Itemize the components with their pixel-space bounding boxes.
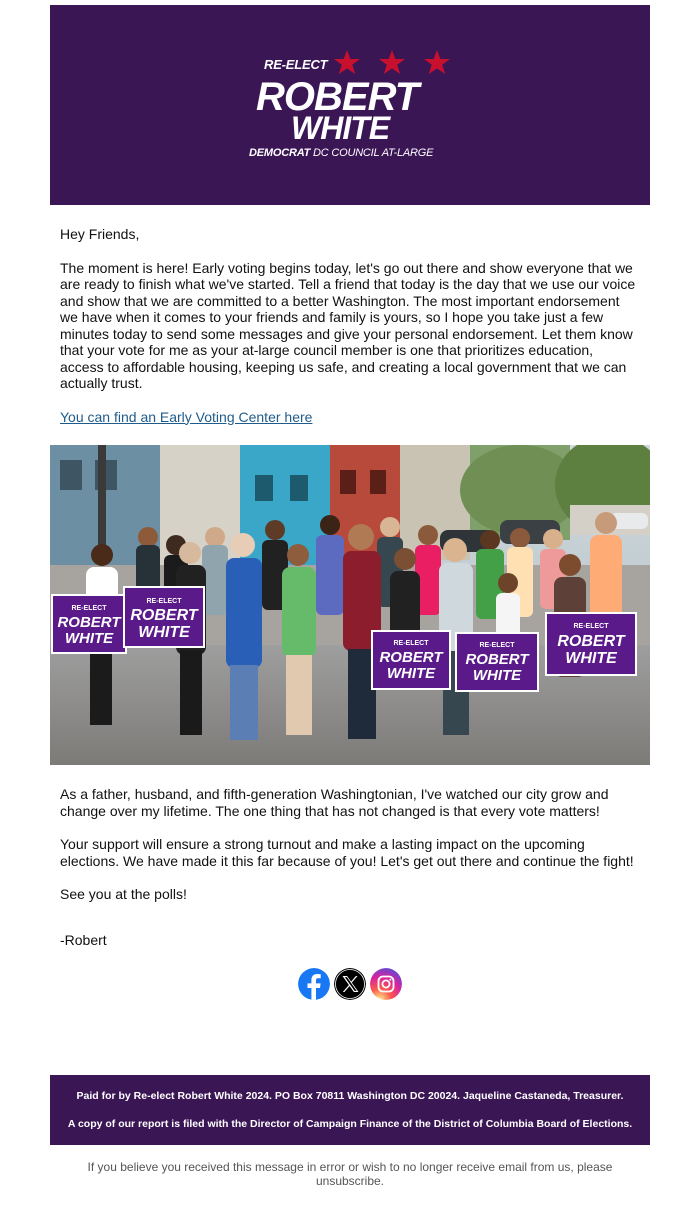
logo-stars-icon [333,49,453,77]
star-icon [379,50,405,74]
logo-party: DEMOCRAT [249,147,311,159]
greeting-text: Hey Friends, [60,226,140,242]
sign-white-text: WHITE [472,667,522,684]
logo-name-robert: ROBERT [256,75,419,119]
star-icon [334,50,360,74]
logo-name-white: WHITE [291,110,390,146]
unsubscribe-text[interactable]: If you believe you received this message in error or wish to no longer receive email from us, please unsubscribe. [87,1160,613,1188]
intro-paragraph: The moment is here! Early voting begins today, let's go out there and show everyone that we are ready to finish what we've started. Tell a friend that today is the day that we use our voice and show that we are committed to a better Washington. The most important endorsement we have when it comes to your friends and family is yours, so I hope you take just a few minutes today to send some messages and give your personal endorsement. Let them know that your vote for me as your at-large council member is one that prioritizes education, access to affordable housing, keeping us safe, and creating a local government that we can actually trust. [60,259,636,391]
see-you-paragraph: See you at the polls! [60,886,187,902]
support-paragraph: Your support will ensure a strong turnout and make a lasting impact on the upcoming elections. We have made it this far because of you! Let's get out there and continue the fight! [60,836,634,869]
sign-white-text: WHITE [138,624,190,641]
campaign-sign [372,631,450,689]
message-body-top [50,226,650,425]
report-filed-text: A copy of our report is filed with the Director of Campaign Finance of the District of Columbia Board of Elections. [67,1118,633,1130]
sign-reelect-text: RE-ELECT [393,640,429,647]
legal-footer [50,1075,650,1145]
sign-white-text: WHITE [386,665,436,682]
sign-robert-text: ROBERT [379,649,443,666]
sign-robert-text: ROBERT [465,651,529,668]
supporters-group-photo [50,445,650,765]
campaign-header-banner [50,5,650,205]
father-paragraph: As a father, husband, and fifth-generation Washingtonian, I've watched our city grow and change over my lifetime. The one thing that has not changed is that every vote matters! [60,786,609,819]
instagram-icon[interactable] [370,968,402,1000]
x-icon[interactable] [334,968,366,1000]
campaign-sign [124,587,204,647]
sign-white-text: WHITE [64,630,114,647]
message-body-bottom [50,786,650,948]
facebook-icon[interactable] [298,968,330,1000]
sign-white-text: WHITE [565,650,617,667]
sign-robert-text: ROBERT [57,614,121,631]
sign-reelect-text: RE-ELECT [71,605,107,612]
early-voting-center-link[interactable]: You can find an Early Voting Center here [60,408,313,425]
social-links [50,968,650,1000]
campaign-sign [52,595,126,653]
paid-for-text: Paid for by Re-elect Robert White 2024. PO Box 70811 Washington DC 20024. Jaqueline Castaneda, Treasurer. [76,1090,624,1102]
sign-reelect-text: RE-ELECT [146,598,182,605]
logo-office-line [249,147,433,159]
campaign-sign [456,633,538,691]
campaign-logo [50,5,650,205]
campaign-sign [546,613,636,675]
logo-office: DC COUNCIL AT-LARGE [313,147,434,159]
signature: -Robert [60,931,107,948]
sign-robert-text: ROBERT [557,633,625,650]
sign-robert-text: ROBERT [130,607,198,624]
logo-reelect-text: RE-ELECT [264,57,328,72]
sign-reelect-text: RE-ELECT [479,642,515,649]
sign-reelect-text: RE-ELECT [573,623,609,630]
link-paragraph [60,409,640,426]
star-icon [424,50,450,74]
email-container [50,5,650,1188]
